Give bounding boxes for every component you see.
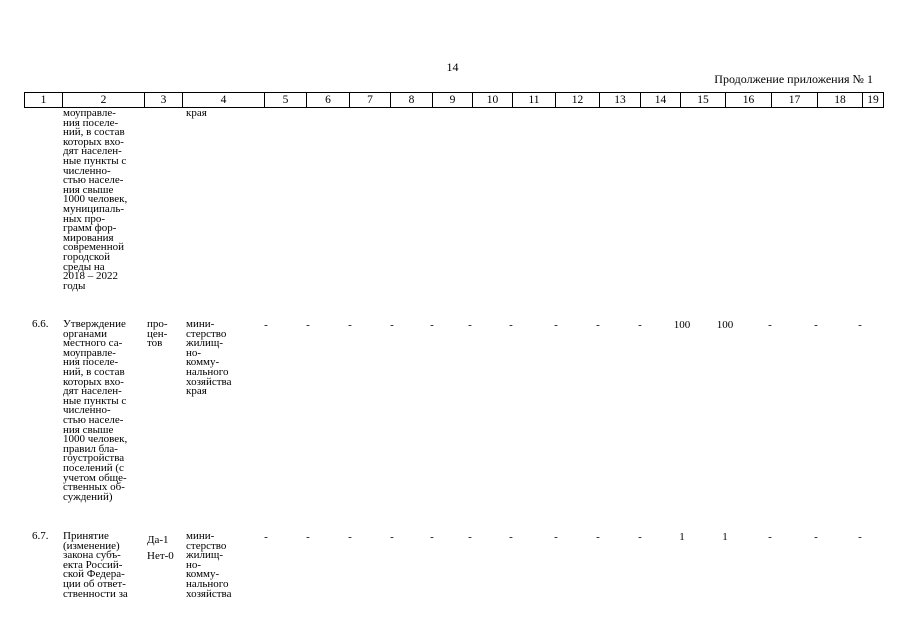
- row-6-6-number: 6.6.: [32, 318, 49, 330]
- row-6-6-unit: про- цен- тов: [147, 318, 168, 350]
- col-header-13: 13: [599, 93, 640, 107]
- col-header-9: 9: [432, 93, 472, 107]
- col-header-6: 6: [306, 93, 349, 107]
- row-6-7-unit: Да-1 Нет-0: [147, 534, 174, 562]
- col-header-2: 2: [62, 93, 144, 107]
- row-6-6-val-7: -: [348, 319, 352, 331]
- col-header-5: 5: [264, 93, 306, 107]
- page-number: 14: [446, 60, 459, 74]
- col-header-7: 7: [349, 93, 390, 107]
- col-header-1: 1: [24, 93, 62, 107]
- row-6-6-val-14: -: [638, 319, 642, 331]
- col-header-3: 3: [144, 93, 182, 107]
- table-header: [24, 92, 884, 108]
- col-header-12: 12: [555, 93, 599, 107]
- col-header-15: 15: [680, 93, 725, 107]
- row-6-6-val-8: -: [390, 319, 394, 331]
- row-6-7-val-12: -: [554, 531, 558, 543]
- row-6-7-number: 6.7.: [32, 530, 49, 542]
- row-6-6-val-18: -: [814, 319, 818, 331]
- row-6-7-val-13: -: [596, 531, 600, 543]
- row-6-7-val-17: -: [768, 531, 772, 543]
- row-6-6-val-11: -: [509, 319, 513, 331]
- row-6-6-val-17: -: [768, 319, 772, 331]
- row-6-6-val-13: -: [596, 319, 600, 331]
- row-6-6-val-10: -: [468, 319, 472, 331]
- row-6-6-responsible: мини- стерство жилищ- но- комму- нального хозяйства края: [186, 318, 232, 398]
- row-6-6-val-6: -: [306, 319, 310, 331]
- row-cont-responsible: края: [186, 107, 207, 119]
- col-header-11: 11: [512, 93, 555, 107]
- row-6-7-val-5: -: [264, 531, 268, 543]
- row-6-7-val-6: -: [306, 531, 310, 543]
- row-6-7-responsible: мини- стерство жилищ- но- комму- нального хозяйства: [186, 530, 232, 600]
- continuation-label: Продолжение приложения № 1: [714, 72, 873, 86]
- col-header-10: 10: [472, 93, 512, 107]
- row-6-7-val-15: 1: [679, 531, 685, 543]
- row-6-6-val-19: -: [858, 319, 862, 331]
- row-6-6-name: Утверждение органами местного са- моуправле- ния поселе- ний, в состав которых вхо- дят населен- ные пункты с численно- стью населе- ния свыше 1000 человек, правил бла- гоустройства поселений (с учетом обще- ственных об- суждений): [63, 318, 128, 503]
- row-6-7-val-8: -: [390, 531, 394, 543]
- row-6-7-val-9: -: [430, 531, 434, 543]
- row-6-7-val-18: -: [814, 531, 818, 543]
- row-6-7-val-10: -: [468, 531, 472, 543]
- col-header-16: 16: [725, 93, 771, 107]
- row-6-6-val-5: -: [264, 319, 268, 331]
- row-6-7-val-19: -: [858, 531, 862, 543]
- col-header-14: 14: [640, 93, 680, 107]
- row-6-6-val-9: -: [430, 319, 434, 331]
- col-header-8: 8: [390, 93, 432, 107]
- col-header-4: 4: [182, 93, 264, 107]
- row-6-6-val-12: -: [554, 319, 558, 331]
- row-6-7-val-16: 1: [722, 531, 728, 543]
- col-header-17: 17: [771, 93, 817, 107]
- row-6-6-val-16: 100: [716, 319, 734, 331]
- row-6-7-val-11: -: [509, 531, 513, 543]
- row-6-6-val-15: 100: [673, 319, 691, 331]
- row-6-7-name: Принятие (изменение) закона субъ- екта Россий- ской Федера- ции об ответ- ственности за: [63, 530, 128, 600]
- row-6-7-val-14: -: [638, 531, 642, 543]
- row-cont-name: моуправле- ния поселе- ний, в состав которых вхо- дят населен- ные пункты с численно- стью населе- ния свыше 1000 человек, муниципаль- ных про- грамм фор- мирования современной городской среды на 2018 – 2022 годы: [63, 107, 128, 292]
- col-header-18: 18: [817, 93, 862, 107]
- col-header-19: 19: [862, 93, 884, 107]
- row-6-7-val-7: -: [348, 531, 352, 543]
